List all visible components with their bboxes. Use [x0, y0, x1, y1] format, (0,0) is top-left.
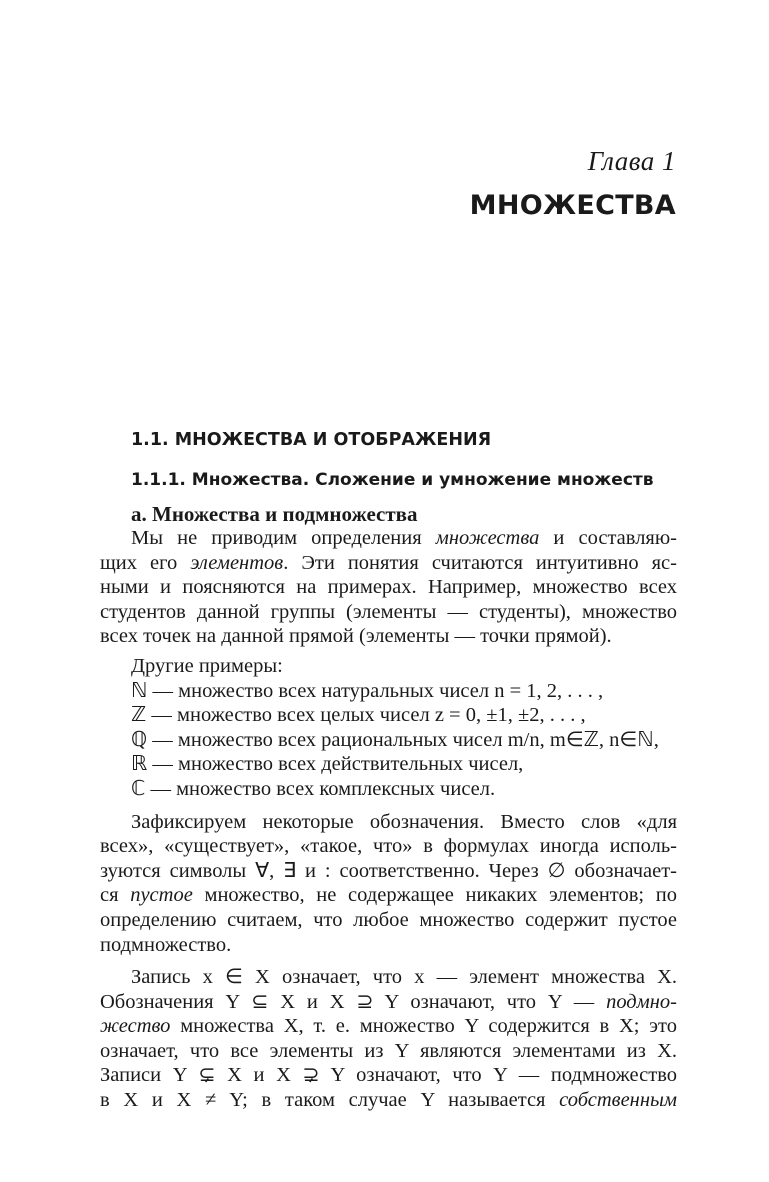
subsection-heading: 1.1.1. Множества. Сложение и умножение множеств: [131, 470, 654, 490]
example-naturals: ℕ — множество всех натуральных чисел n = 1, 2, . . . ,: [131, 679, 604, 702]
chapter-title: МНОЖЕСТВА: [469, 190, 676, 221]
text-line: Мы не приводим определения множества и составляю-: [131, 527, 677, 549]
example-complex: ℂ — множество всех комплексных чисел.: [131, 777, 496, 800]
text-line: подмножество.: [100, 933, 232, 956]
text-line: зуются символы ∀, ∃ и : соответственно. Через ∅ обозначает-: [100, 859, 677, 882]
text-line: щих его элементов. Эти понятия считаются интуитивно яс-: [100, 551, 677, 574]
text-line: жество множества X, т. е. множество Y содержится в X; это: [100, 1015, 677, 1038]
text-line: определению считаем, что любое множество содержит пустое: [100, 908, 677, 931]
example-integers: ℤ — множество всех целых чисел z = 0, ±1, ±2, . . . ,: [131, 704, 586, 727]
text-line: Обозначения Y ⊆ X и X ⊇ Y означают, что Y — подмно-: [100, 990, 677, 1013]
text-line: студентов данной группы (элементы — студенты), множество: [100, 600, 677, 623]
text-line: в X и X ≠ Y; в таком случае Y называется собственным: [100, 1089, 677, 1112]
text-line: означает, что все элементы из Y являются элементами из X.: [100, 1039, 677, 1062]
example-reals: ℝ — множество всех действительных чисел,: [131, 753, 524, 776]
text-line: Записи Y ⊊ X и X ⊋ Y означают, что Y — подмножество: [100, 1064, 677, 1087]
text-line: ся пустое множество, не содержащее никаких элементов; по: [100, 884, 678, 907]
chapter-label: Глава 1: [587, 146, 676, 176]
section-heading: 1.1. МНОЖЕСТВА И ОТОБРАЖЕНИЯ: [131, 430, 492, 450]
text-line: Зафиксируем некоторые обозначения. Вместо слов «для: [131, 810, 677, 833]
paragraph-heading: а. Множества и подмножества: [131, 502, 418, 526]
text-line: всех», «существует», «такое, что» в формулах иногда исполь-: [100, 835, 677, 858]
example-rationals: ℚ — множество всех рациональных чисел m/n, m∈ℤ, n∈ℕ,: [131, 728, 659, 751]
text-line: Другие примеры:: [131, 654, 283, 677]
text-line: всех точек на данной прямой (элементы — точки прямой).: [100, 625, 612, 648]
text-line: Запись x ∈ X означает, что x — элемент множества X.: [131, 966, 677, 989]
text-line: ными и поясняются на примерах. Например, множество всех: [100, 576, 677, 599]
body-text: [100, 526, 677, 1113]
